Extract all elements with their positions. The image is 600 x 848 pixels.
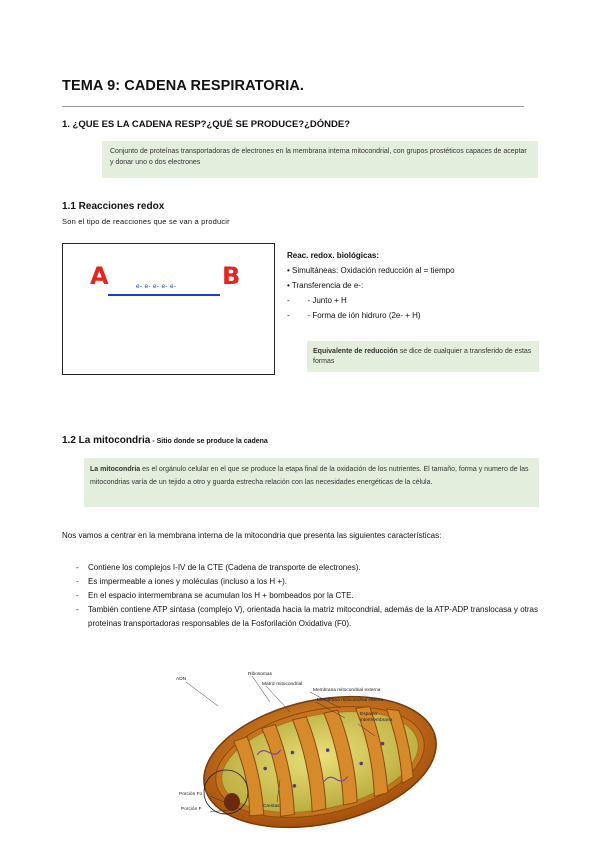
atp-synthase-icon	[224, 793, 240, 811]
label-matriz: Matriz mitocondrial	[262, 682, 303, 687]
bio-redox-heading: Reac. redox. biológicas:	[287, 251, 380, 260]
section-1-2-heading	[62, 435, 268, 446]
list-item-text: También contiene ATP sintasa (complejo V), orientada hacia la matriz mitocondrial, además de la ATP-ADP translocasa y otras proteínas transportadoras responsables de la Fosforilación Oxidativa (F0).	[88, 605, 538, 628]
redox-letter-a: A	[90, 262, 109, 290]
reduction-equivalent-text	[307, 341, 539, 373]
mitochondria-term: La mitocondria	[90, 466, 141, 473]
redox-letter-b: B	[222, 262, 241, 290]
list-item-text: En el espacio intermembrana se acumulan los H + bombeados por la CTE.	[88, 591, 354, 600]
electron-transfer-line	[108, 294, 220, 296]
list-item	[62, 589, 538, 603]
bio-redox-item: • Transferencia de e-:	[287, 281, 364, 290]
mitochondria-definition-box	[84, 458, 539, 507]
label-porcion-fo: Porción Fo	[179, 792, 203, 797]
section-1-1-subtitle: Son el tipo de reacciones que se van a producir	[62, 217, 230, 226]
label-crestas: Crestas	[263, 804, 280, 809]
label-ribosomas: Ribosomas	[248, 672, 272, 677]
reduction-equivalent-box	[307, 341, 539, 372]
bio-redox-item: - - Forma de ión hidruro (2e- + H)	[287, 311, 421, 320]
list-item	[62, 575, 538, 589]
definition-text: Conjunto de proteínas transportadoras de electrones en la membrana interna mitocondrial, con grupos prostéticos capaces de aceptar y donar uno o dos electrones	[110, 148, 527, 166]
mitochondria-definition-text	[84, 458, 539, 495]
definition-box	[102, 141, 538, 178]
mitochondria-definition-rest: es el orgánulo celular en el que se produce la etapa final de la oxidación de los nutrientes. El tamaño, forma y numero de las mitocondrias varía de un tejido a otro y guarda estrecha relación con las necesidades energéticas de la célula.	[90, 466, 529, 486]
list-dash: -	[76, 605, 79, 614]
reduction-equivalent-term: Equivalente de reducción	[313, 348, 398, 355]
list-item-text: Es impermeable a iones y moléculas (incluso a los H +).	[88, 577, 287, 586]
section-1-1-heading: 1.1 Reacciones redox	[62, 201, 165, 212]
title-divider	[62, 106, 524, 107]
bio-redox-item: • Simultáneas: Oxidación reducción al = tiempo	[287, 266, 455, 275]
list-dash: -	[76, 591, 79, 600]
page-title: TEMA 9: CADENA RESPIRATORIA.	[62, 78, 305, 94]
section-1-2-subtitle: - Sitio donde se produce la cadena	[150, 438, 268, 445]
label-adn: ADN	[176, 677, 187, 682]
characteristics-list	[62, 561, 538, 631]
list-item-text: Contiene los complejos I-IV de la CTE (Cadena de transporte de electrones).	[88, 563, 361, 572]
list-item	[62, 561, 538, 575]
section-1-2-title: 1.2 La mitocondria	[62, 435, 151, 446]
list-item	[62, 603, 538, 631]
reduction-equivalent-rest: se dice de cualquier a transferido de estas formas	[313, 348, 532, 365]
label-membrana-externa: Membrana mitocondrial externa	[313, 688, 381, 693]
label-porcion-f: Porción F	[181, 807, 202, 812]
list-dash: -	[76, 563, 79, 572]
section-1-heading: 1. ¿QUE ES LA CADENA RESP?¿QUÉ SE PRODUCE?¿DÓNDE?	[62, 119, 351, 130]
bio-redox-list	[287, 248, 455, 323]
label-espacio: Espacio intermembrana	[360, 712, 393, 723]
label-membrana-interna: Membrana mitocondrial interna	[317, 698, 384, 703]
bio-redox-item: - - Junto + H	[287, 296, 347, 305]
intro-paragraph: Nos vamos a centrar en la membrana interna de la mitocondria que presenta las siguientes características:	[62, 531, 442, 540]
electron-labels: e- e- e- e- e-	[136, 283, 177, 290]
list-dash: -	[76, 577, 79, 586]
